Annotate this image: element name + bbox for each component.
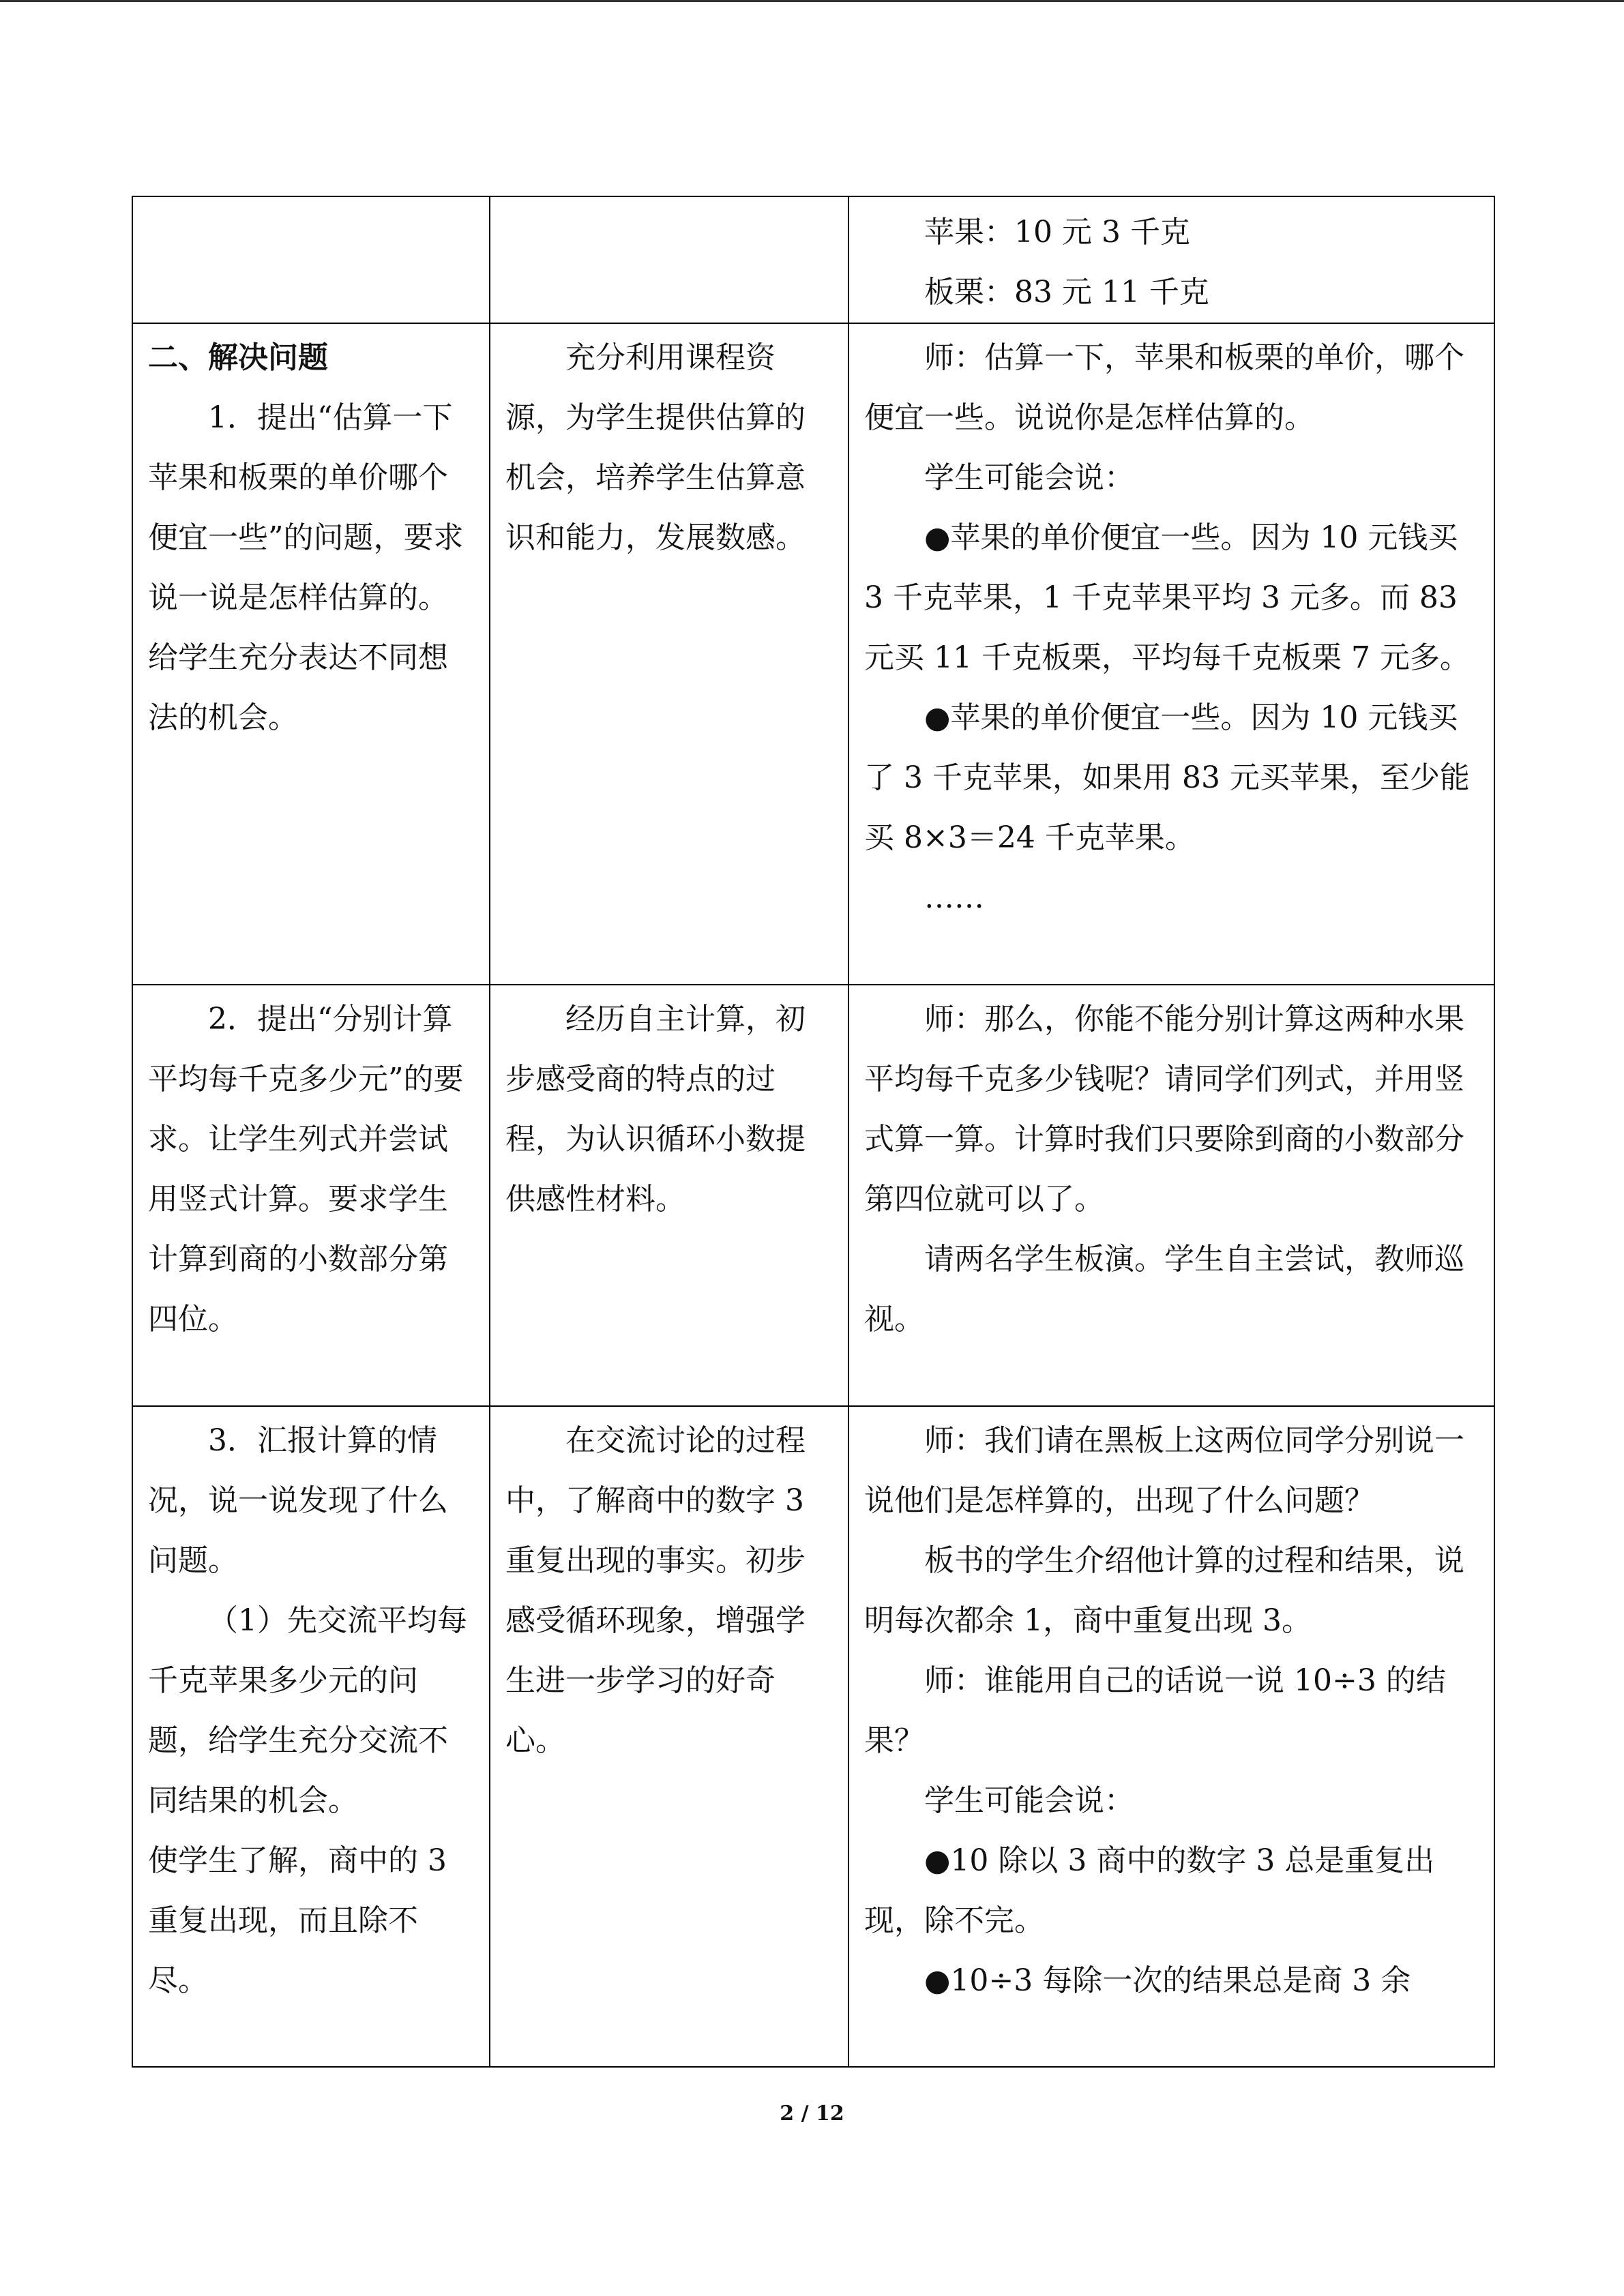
paragraph: 板栗：83 元 11 千克: [924, 275, 1209, 310]
paragraph: 充分利用课程资源，为学生提供估算的机会，培养学生估算意识和能力，发展数感。: [505, 340, 806, 555]
paragraph: （1）先交流平均每千克苹果多少元的问题，给学生充分交流不同结果的机会。: [148, 1603, 467, 1818]
page-number: 2 / 12: [780, 2102, 844, 2126]
cell-intent: [490, 196, 848, 323]
paragraph: 2．提出“分别计算平均每千克多少元”的要求。让学生列式并尝试用竖式计算。要求学生计算到商的小数部分第四位。: [148, 1002, 464, 1337]
table-row: [132, 196, 1494, 323]
cell-process: [848, 1406, 1494, 2067]
paragraph: 使学生了解，商中的 3 重复出现，而且除不尽。: [148, 1843, 447, 1998]
cell-process: [848, 323, 1494, 985]
paragraph: 在交流讨论的过程中，了解商中的数字 3 重复出现的事实。初步感受循环现象，增强学生进一步学习的好奇心。: [505, 1423, 806, 1758]
paragraph: 请两名学生板演。学生自主尝试，教师巡视。: [864, 1242, 1464, 1337]
table-row: [132, 323, 1494, 985]
paragraph: ●10÷3 每除一次的结果总是商 3 余: [924, 1963, 1411, 1998]
paragraph: ●10 除以 3 商中的数字 3 总是重复出现，除不完。: [864, 1843, 1435, 1938]
paragraph: 师：那么，你能不能分别计算这两种水果平均每千克多少钱呢？请同学们列式，并用竖式算一算。计算时我们只要除到商的小数部分第四位就可以了。: [864, 1002, 1464, 1217]
table-row: [132, 985, 1494, 1406]
lesson-plan-table: [132, 196, 1495, 2068]
paragraph: 学生可能会说：: [924, 460, 1134, 495]
cell-activity: [132, 1406, 490, 2067]
cell-process: [848, 985, 1494, 1406]
cell-intent: [490, 985, 848, 1406]
paragraph: 经历自主计算，初步感受商的特点的过程，为认识循环小数提供感性材料。: [505, 1002, 806, 1217]
cell-process: [848, 196, 1494, 323]
paragraph: ……: [924, 880, 984, 915]
table-row: [132, 1406, 1494, 2067]
cell-intent: [490, 1406, 848, 2067]
paragraph: 师：估算一下，苹果和板栗的单价，哪个便宜一些。说说你是怎样估算的。: [864, 340, 1464, 435]
section-heading: 二、解决问题: [148, 340, 328, 375]
paragraph: ●苹果的单价便宜一些。因为 10 元钱买 3 千克苹果，1 千克苹果平均 3 元多。而 83 元买 11 千克板栗，平均每千克板栗 7 元多。: [864, 520, 1470, 675]
paragraph: 苹果：10 元 3 千克: [924, 215, 1190, 250]
paragraph: 板书的学生介绍他计算的过程和结果，说明每次都余 1，商中重复出现 3。: [864, 1543, 1464, 1638]
cell-activity: [132, 196, 490, 323]
paragraph: 1．提出“估算一下苹果和板栗的单价哪个便宜一些”的问题，要求说一说是怎样估算的。给学生充分表达不同想法的机会。: [148, 400, 464, 735]
paragraph: 学生可能会说：: [924, 1783, 1134, 1818]
top-border-line: [0, 0, 1624, 2]
paragraph: ●苹果的单价便宜一些。因为 10 元钱买了 3 千克苹果，如果用 83 元买苹果，至少能买 8×3＝24 千克苹果。: [864, 700, 1470, 855]
cell-activity: [132, 323, 490, 985]
paragraph: 师：谁能用自己的话说一说 10÷3 的结果？: [864, 1663, 1446, 1758]
paragraph: 师：我们请在黑板上这两位同学分别说一说他们是怎样算的，出现了什么问题？: [864, 1423, 1464, 1518]
cell-intent: [490, 323, 848, 985]
cell-activity: [132, 985, 490, 1406]
paragraph: 3．汇报计算的情况，说一说发现了什么问题。: [148, 1423, 448, 1578]
